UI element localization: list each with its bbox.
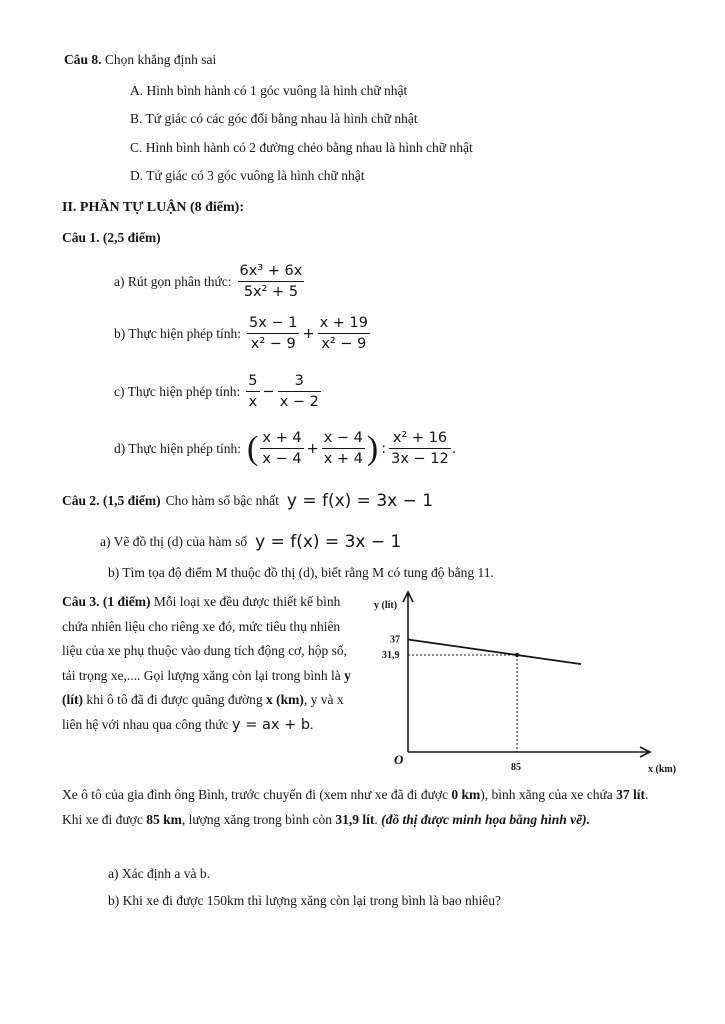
q1-b-numerator-2: x + 19 [318, 315, 370, 334]
y-tick-label-37: 37 [390, 634, 400, 646]
q1-a [114, 263, 305, 300]
q1-c-denominator-2: x − 2 [279, 394, 319, 410]
q1-c-fraction-2 [278, 373, 321, 410]
q2-intro: Cho hàm số bậc nhất [165, 493, 279, 508]
q1-a-fraction [238, 263, 305, 300]
q1-c-label: c) Thực hiện phép tính: [114, 383, 241, 399]
y-axis-label: y (lít) [374, 600, 398, 611]
q8-title: Câu 8. [64, 52, 102, 67]
q2-a-function: y = f(x) = 3x − 1 [255, 532, 402, 552]
fuel-line [408, 640, 581, 665]
q8-option-d: D. Tứ giác có 3 góc vuông là hình chữ nhật [130, 168, 365, 183]
q1-c-numerator-2: 3 [278, 373, 321, 392]
q1-c-fraction-1 [246, 373, 259, 410]
q1-b [114, 315, 371, 352]
q3-a: a) Xác định a và b. [108, 866, 210, 881]
q8-option-b: B. Tứ giác có các góc đối bằng nhau là hình chữ nhật [130, 111, 418, 126]
q3-text-1: Mỗi loại xe đều được thiết kế bình chứa nhiên liệu cho riêng xe đó, mức tiêu thụ nhiên liệu của xe phụ thuộc vào dung tích động cơ, hộp số, tải trọng xe,.... Gọi lượng xăng còn lại trong bình là [62, 594, 347, 683]
q8-option-a: A. Hình bình hành có 1 góc vuông là hình chữ nhật [130, 83, 408, 98]
q1-b-fraction-1 [247, 315, 299, 352]
q1-b-numerator-1: 5x − 1 [247, 315, 299, 334]
q2-title: Câu 2. (1,5 điểm) [62, 493, 161, 508]
q3-p2-text-b: ), bình xăng của xe chứa [480, 787, 613, 802]
y-tick-label-31-9: 31,9 [382, 649, 400, 661]
q3-y-variable: y (lít) [62, 667, 351, 707]
q1-title: Câu 1. (2,5 điểm) [62, 230, 161, 245]
q1-d-fraction-1 [260, 430, 303, 467]
q1-c-numerator-1: 5 [246, 373, 259, 392]
q3-p2-37: 37 lít [616, 787, 646, 802]
q1-d-fraction-2 [322, 430, 365, 467]
q3-text-3: , y và x liên hệ với nhau qua công thức [62, 692, 344, 732]
q3-b: b) Khi xe đi được 150km thì lượng xăng còn lại trong bình là bao nhiêu? [108, 893, 501, 908]
q3-p2-zero: 0 km [451, 787, 481, 802]
q3-paragraph-1 [62, 590, 362, 737]
q1-a-numerator: 6x³ + 6x [238, 263, 305, 282]
q1-d-denominator-1: x − 4 [262, 451, 302, 467]
q3-text-4: . [310, 716, 314, 732]
q3-p2-text-d: , lượng xăng trong bình còn [181, 811, 333, 827]
q1-b-denominator-1: x² − 9 [250, 336, 296, 352]
q1-b-denominator-2: x² − 9 [321, 336, 367, 352]
q1-c-denominator-1: x [248, 394, 258, 410]
q1-d-denominator-3: 3x − 12 [391, 451, 449, 467]
x-axis-label: x (km) [648, 764, 677, 775]
q3-p2-text-c: . Khi xe đi được [62, 787, 649, 827]
q1-c [114, 373, 322, 410]
q1-c-operator: − [262, 383, 275, 400]
q2-function: y = f(x) = 3x − 1 [286, 491, 434, 511]
q1-d-divide: : [381, 440, 387, 457]
q1-d-denominator-2: x + 4 [323, 451, 363, 467]
q2-a-label: a) Vẽ đồ thị (d) của hàm số [100, 534, 248, 549]
q1-d-period: . [451, 440, 457, 457]
q1-d-open-paren: ( [247, 429, 259, 467]
q3-x-variable: x (km) [266, 692, 304, 707]
q3-paragraph-2 [62, 783, 672, 832]
q3-formula: y = ax + b [232, 716, 311, 733]
q3-title: Câu 3. (1 điểm) [62, 594, 151, 609]
q1-d-operator: + [306, 440, 319, 457]
q1-b-label: b) Thực hiện phép tính: [114, 325, 242, 341]
q3-p2-85: 85 km [146, 811, 182, 827]
q1-b-fraction-2 [318, 315, 370, 352]
fuel-chart [366, 596, 677, 782]
origin-label: O [394, 752, 404, 767]
q2-b: b) Tìm tọa độ điểm M thuộc đồ thị (d), biết rằng M có tung độ bằng 11. [108, 565, 494, 580]
highlight-point [515, 653, 519, 657]
part2-heading: II. PHẦN TỰ LUẬN (8 điểm): [62, 200, 244, 215]
q8-header [64, 52, 216, 68]
q1-d-numerator-1: x + 4 [260, 430, 303, 449]
q3-p2-319: 31,9 lít [335, 811, 375, 827]
q8-option-c: C. Hình bình hành có 2 đường chéo bằng nhau là hình chữ nhật [130, 140, 473, 155]
q1-d-fraction-3 [389, 430, 451, 467]
q3-p2-note: (đồ thị được minh họa bằng hình vẽ). [381, 811, 591, 827]
q1-d-numerator-2: x − 4 [322, 430, 365, 449]
q3-p2-text-e: . [374, 811, 378, 827]
q8-prompt: Chọn khẳng định sai [104, 52, 217, 67]
q1-d-close-paren: ) [366, 429, 379, 467]
q1-b-operator: + [302, 325, 315, 342]
q2-a [100, 532, 401, 552]
q1-d-label: d) Thực hiện phép tính: [114, 440, 242, 456]
x-tick-label-85: 85 [511, 762, 521, 773]
q2-header [62, 491, 433, 511]
q1-d [114, 430, 456, 467]
q1-a-denominator: 5x² + 5 [243, 284, 299, 300]
q3-p2-text-a: Xe ô tô của gia đình ông Bình, trước chuyến đi (xem như xe đã đi được [62, 787, 449, 802]
q1-d-numerator-3: x² + 16 [389, 430, 451, 449]
q3-text-2: khi ô tô đã đi được quãng đường [86, 692, 263, 707]
q1-a-label: a) Rút gọn phân thức: [114, 273, 232, 289]
